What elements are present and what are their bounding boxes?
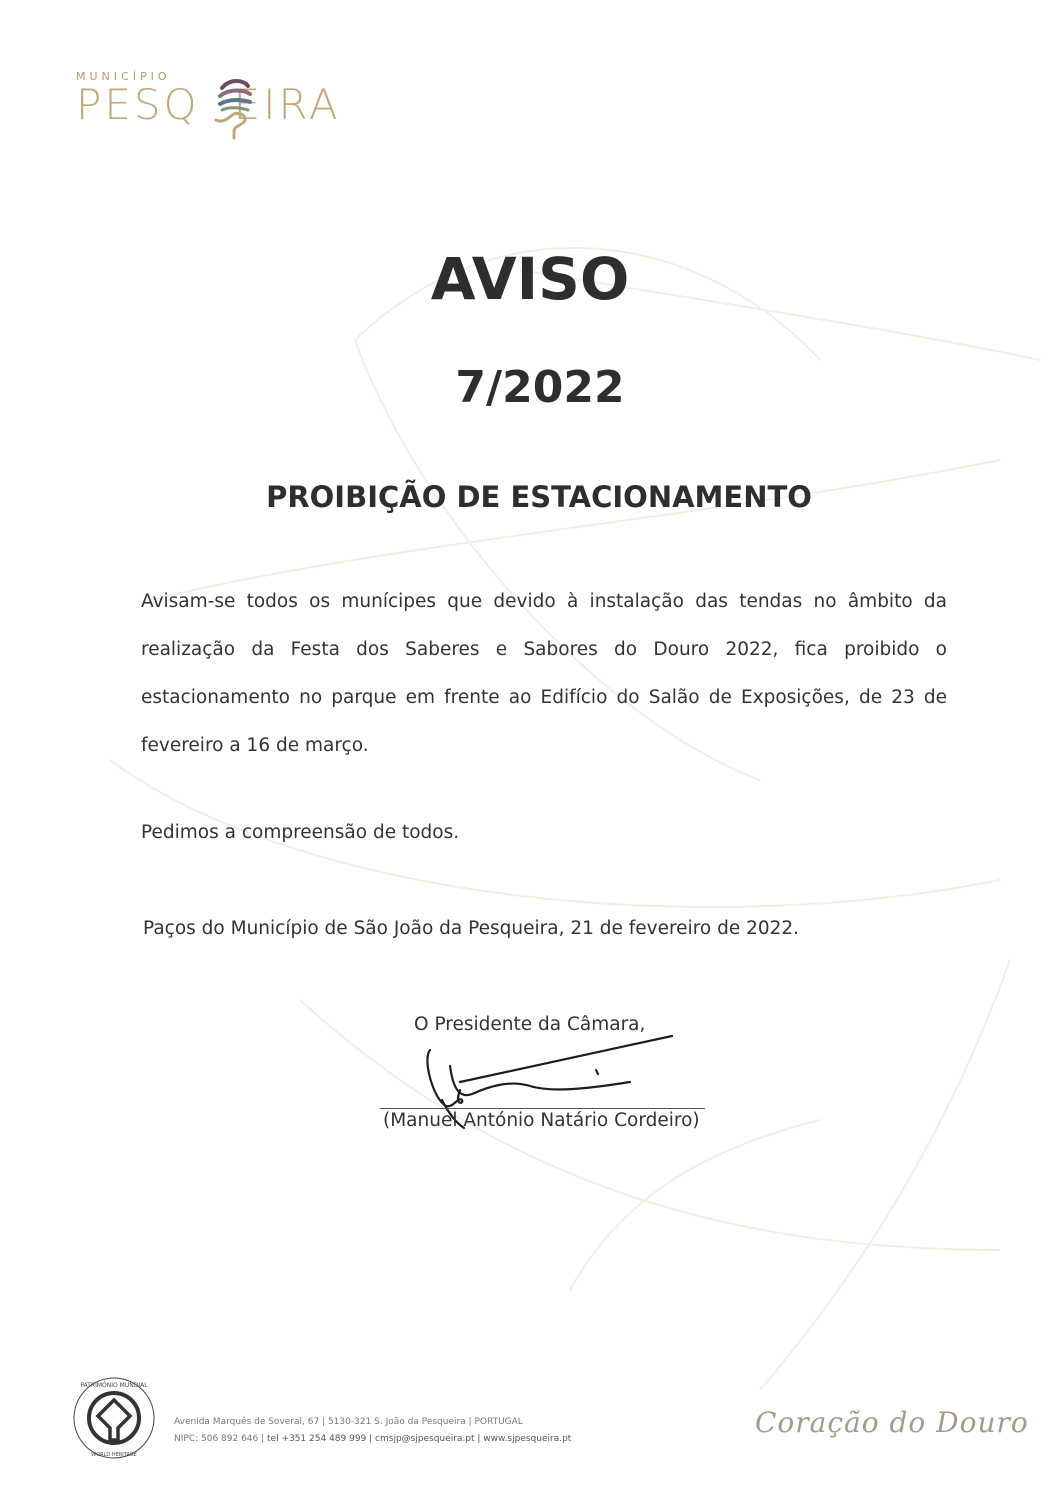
logo-pesqueira-wordmark	[76, 80, 341, 129]
signatory-name: (Manuel António Natário Cordeiro)	[383, 1110, 700, 1131]
svg-text:PATRIMÓNIO MUNDIAL: PATRIMÓNIO MUNDIAL	[80, 1382, 148, 1389]
body-line: estacionamento no parque em frente ao Edifício do Salão de Exposições, de 23 de	[141, 687, 947, 708]
wine-glass-logo-icon	[214, 76, 254, 140]
svg-text:WORLD HERITAGE: WORLD HERITAGE	[91, 1452, 137, 1458]
body-line: fevereiro a 16 de março.	[141, 735, 369, 756]
footer-address-line: Avenida Marquês de Soveral, 67 | 5130-321 S. João da Pesqueira | PORTUGAL	[174, 1417, 523, 1427]
notice-subject: PROIBIÇÃO DE ESTACIONAMENTO	[266, 480, 812, 514]
body-line: realização da Festa dos Saberes e Sabores do Douro 2022, fica proibido o	[141, 639, 947, 660]
footer-contacts-line	[174, 1431, 571, 1448]
footer-tel-email-web: tel +351 254 489 999 | cmsjp@sjpesqueira.pt | www.sjpesqueira.pt	[267, 1434, 572, 1444]
logo-wordmark-right: EIRA	[233, 80, 341, 129]
notice-number: 7/2022	[455, 362, 625, 413]
place-date: Paços do Município de São João da Pesqueira, 21 de fevereiro de 2022.	[143, 918, 800, 939]
notice-title: AVISO	[430, 245, 630, 313]
notice-body	[141, 578, 947, 770]
signature-line	[380, 1108, 705, 1109]
footer-slogan: Coração do Douro	[755, 1406, 1029, 1439]
logo-wordmark-left: PESQ	[76, 80, 200, 129]
signatory-title: O Presidente da Câmara,	[414, 1014, 646, 1035]
body-line: Avisam-se todos os munícipes que devido à instalação das tendas no âmbito da	[141, 591, 947, 612]
footer-contact	[174, 1414, 571, 1448]
logo-municipio-label: MUNICÍPIO	[76, 70, 171, 83]
footer-nipc: NIPC: 506 892 646 |	[174, 1434, 268, 1444]
closing-text: Pedimos a compreensão de todos.	[141, 822, 460, 843]
world-heritage-badge-icon	[72, 1376, 156, 1460]
